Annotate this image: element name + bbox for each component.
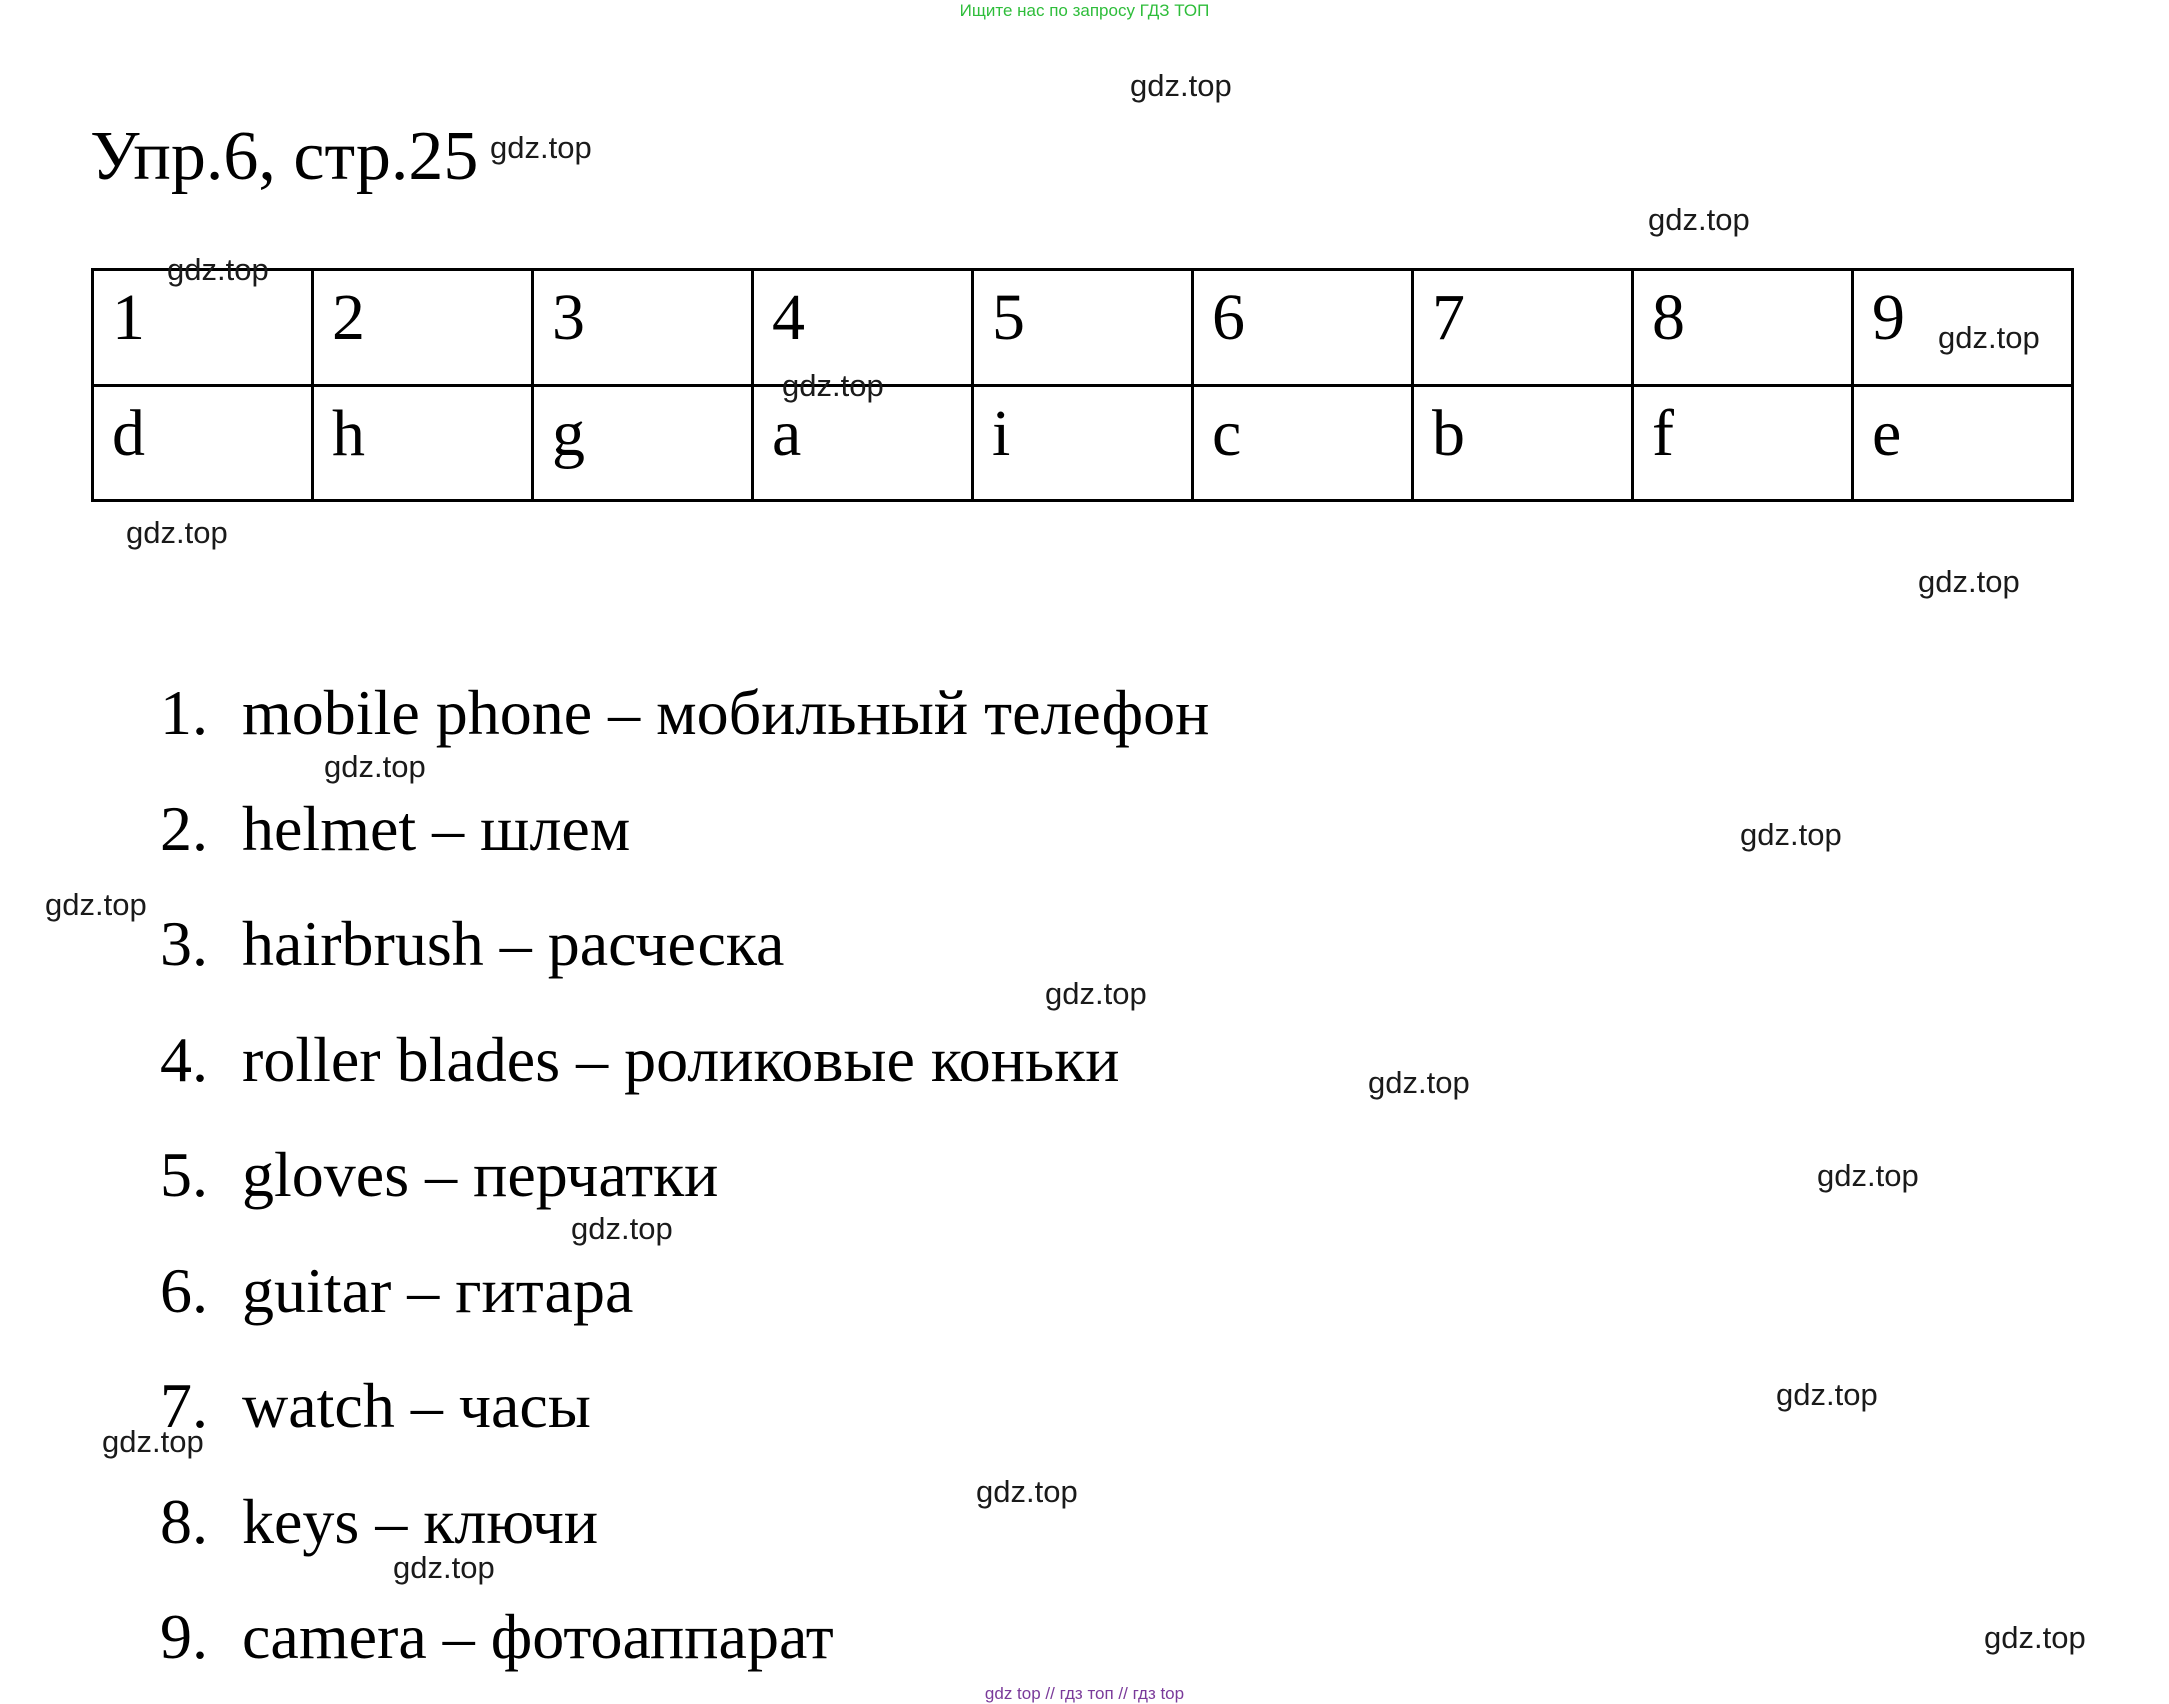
item-text: keys – ключи (242, 1485, 599, 1557)
watermark: gdz.top (324, 749, 426, 784)
table-cell (1853, 385, 2073, 501)
cell-number: 1 (112, 281, 145, 354)
list-item (160, 1233, 1209, 1349)
table-row-letters (93, 385, 2073, 501)
footer-links: gdz top // гдз топ // гдз top (984, 1684, 1185, 1703)
cell-number: 3 (552, 281, 585, 354)
page-title: Упр.6, стр.25 (90, 118, 479, 195)
watermark: gdz.top (393, 1550, 495, 1585)
cell-number: 6 (1212, 281, 1245, 354)
table-cell (1193, 385, 1413, 501)
item-number: 5. (160, 1139, 208, 1210)
watermark: gdz.top (1368, 1065, 1470, 1100)
watermark: gdz.top (490, 130, 592, 165)
watermark: gdz.top (976, 1474, 1078, 1509)
item-number: 7. (160, 1370, 208, 1441)
watermark: gdz.top (1740, 817, 1842, 852)
cell-letter: b (1432, 396, 1465, 470)
cell-letter: g (552, 396, 585, 470)
watermark: gdz.top (1776, 1377, 1878, 1412)
table-cell (313, 385, 533, 501)
watermark: gdz.top (167, 252, 269, 287)
table-cell (533, 385, 753, 501)
item-number: 6. (160, 1254, 208, 1326)
table-cell (1633, 385, 1853, 501)
item-text: hairbrush – расческа (242, 908, 785, 979)
item-text: gloves – перчатки (242, 1139, 719, 1210)
table-row-numbers (93, 270, 2073, 386)
watermark: gdz.top (1045, 976, 1147, 1011)
item-text: watch – часы (242, 1370, 591, 1441)
watermark: gdz.top (1918, 564, 2020, 599)
list-item (160, 1348, 1209, 1464)
item-text: mobile phone – мобильный телефон (242, 677, 1210, 748)
item-text: camera – фотоаппарат (242, 1601, 834, 1672)
cell-number: 4 (772, 281, 805, 354)
watermark: gdz.top (1984, 1620, 2086, 1655)
watermark: gdz.top (45, 887, 147, 922)
table-cell (973, 385, 1193, 501)
cell-letter: a (772, 396, 802, 470)
list-item (160, 771, 1209, 887)
item-number: 2. (160, 792, 208, 864)
item-text: helmet – шлем (242, 792, 631, 864)
item-number: 8. (160, 1485, 208, 1557)
item-number: 9. (160, 1601, 208, 1672)
watermark: gdz.top (1130, 68, 1232, 103)
cell-number: 8 (1652, 281, 1685, 354)
watermark: gdz.top (1817, 1158, 1919, 1193)
table-cell (973, 270, 1193, 386)
watermark: gdz.top (782, 368, 884, 403)
item-text: roller blades – роликовые коньки (242, 1023, 1120, 1095)
item-text: guitar – гитара (242, 1254, 634, 1326)
vocabulary-list (160, 655, 1209, 1695)
item-number: 4. (160, 1023, 208, 1095)
cell-number: 2 (332, 281, 365, 354)
item-number: 1. (160, 677, 208, 748)
list-item (160, 655, 1209, 771)
table-cell (1413, 385, 1633, 501)
cell-letter: d (112, 396, 145, 470)
list-item (160, 1579, 1209, 1695)
top-banner: Ищите нас по запросу ГДЗ ТОП (959, 1, 1210, 20)
list-item (160, 1117, 1209, 1233)
table-cell (1633, 270, 1853, 386)
cell-letter: c (1212, 396, 1242, 470)
cell-letter: h (332, 396, 365, 470)
watermark: gdz.top (1648, 202, 1750, 237)
table-cell (1413, 270, 1633, 386)
table-cell (313, 270, 533, 386)
cell-number: 7 (1432, 281, 1465, 354)
cell-number: 5 (992, 281, 1025, 354)
watermark: gdz.top (1938, 320, 2040, 355)
list-item (160, 1002, 1209, 1118)
table-cell (93, 385, 313, 501)
watermark: gdz.top (102, 1424, 204, 1459)
table-cell (533, 270, 753, 386)
cell-letter: i (992, 396, 1011, 470)
watermark: gdz.top (126, 515, 228, 550)
cell-letter: e (1872, 396, 1902, 470)
cell-number: 9 (1872, 281, 1905, 354)
item-number: 3. (160, 908, 208, 979)
cell-letter: f (1652, 396, 1674, 470)
answer-table (91, 268, 2074, 502)
table-cell (1193, 270, 1413, 386)
watermark: gdz.top (571, 1211, 673, 1246)
